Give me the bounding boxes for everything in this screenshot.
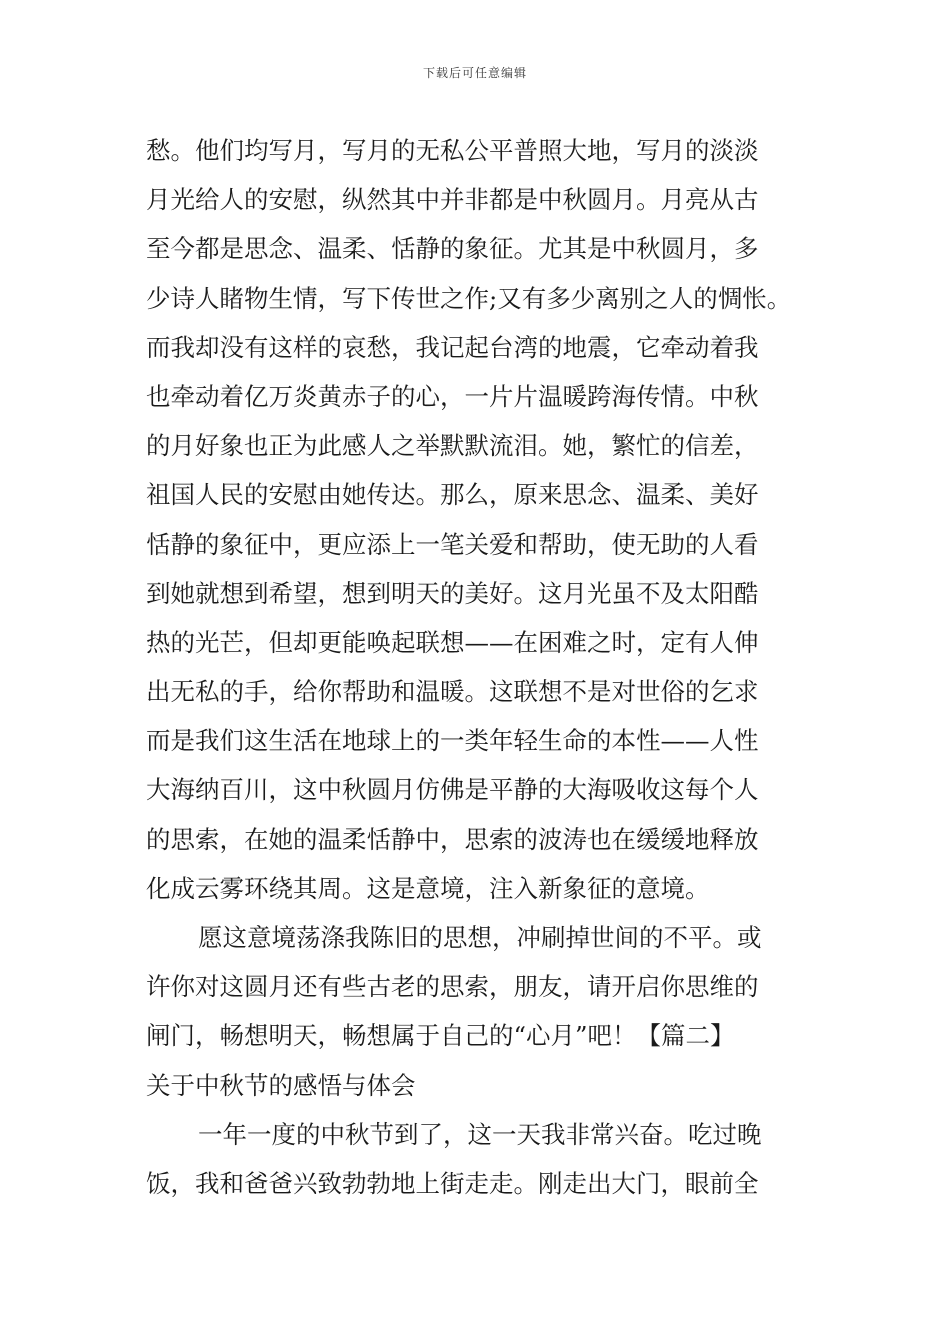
- section-title-line: 关于中秋节的感悟与体会: [146, 1070, 416, 1100]
- text-line: 到她就想到希望，想到明天的美好。这月光虽不及太阳酷: [146, 578, 759, 608]
- text-line: 而是我们这生活在地球上的一类年轻生命的本性——人性: [146, 726, 759, 756]
- text-line: 的月好象也正为此感人之举默默流泪。她，繁忙的信差，: [146, 431, 759, 461]
- text-line: 愁。他们均写月，写月的无私公平普照大地，写月的淡淡: [146, 136, 759, 165]
- text-line: 出无私的手，给你帮助和温暖。这联想不是对世俗的乞求: [146, 677, 759, 707]
- text-line: 许你对这圆月还有些古老的思索，朋友，请开启你思维的: [146, 972, 759, 1002]
- text-line: 饭，我和爸爸兴致勃勃地上街走走。刚走出大门，眼前全: [146, 1168, 759, 1198]
- text-line: 也牵动着亿万炎黄赤子的心，一片片温暖跨海传情。中秋: [146, 381, 759, 411]
- text-line: 热的光芒，但却更能唤起联想——在困难之时，定有人伸: [146, 627, 759, 657]
- text-line: 闸门，畅想明天，畅想属于自己的“心月”吧！【篇二】: [146, 1021, 735, 1051]
- text-line: 大海纳百川，这中秋圆月仿佛是平静的大海吸收这每个人: [146, 775, 759, 805]
- paragraph-start-line: 愿这意境荡涤我陈旧的思想，冲刷掉世间的不平。或: [198, 923, 762, 952]
- page-header: 下载后可任意编辑: [422, 66, 527, 80]
- text-line: 的思索，在她的温柔恬静中，思索的波涛也在缓缓地释放: [146, 824, 759, 854]
- text-line: 祖国人民的安慰由她传达。那么，原来思念、温柔、美好: [146, 480, 759, 510]
- text-line: 而我却没有这样的哀愁，我记起台湾的地震，它牵动着我: [146, 332, 759, 362]
- document-body: [146, 126, 818, 1208]
- text-line: 少诗人睹物生情，写下传世之作;又有多少离别之人的惆怅。: [146, 283, 792, 313]
- text-line: 月光给人的安慰，纵然其中并非都是中秋圆月。月亮从古: [146, 185, 759, 215]
- paragraph-start-line: 一年一度的中秋节到了，这一天我非常兴奋。吃过晚: [198, 1119, 762, 1149]
- text-line: 恬静的象征中，更应添上一笔关爱和帮助，使无助的人看: [146, 529, 759, 559]
- text-line: 至今都是思念、温柔、恬静的象征。尤其是中秋圆月，多: [146, 234, 759, 264]
- text-line: 化成云雾环绕其周。这是意境，注入新象征的意境。: [146, 873, 710, 903]
